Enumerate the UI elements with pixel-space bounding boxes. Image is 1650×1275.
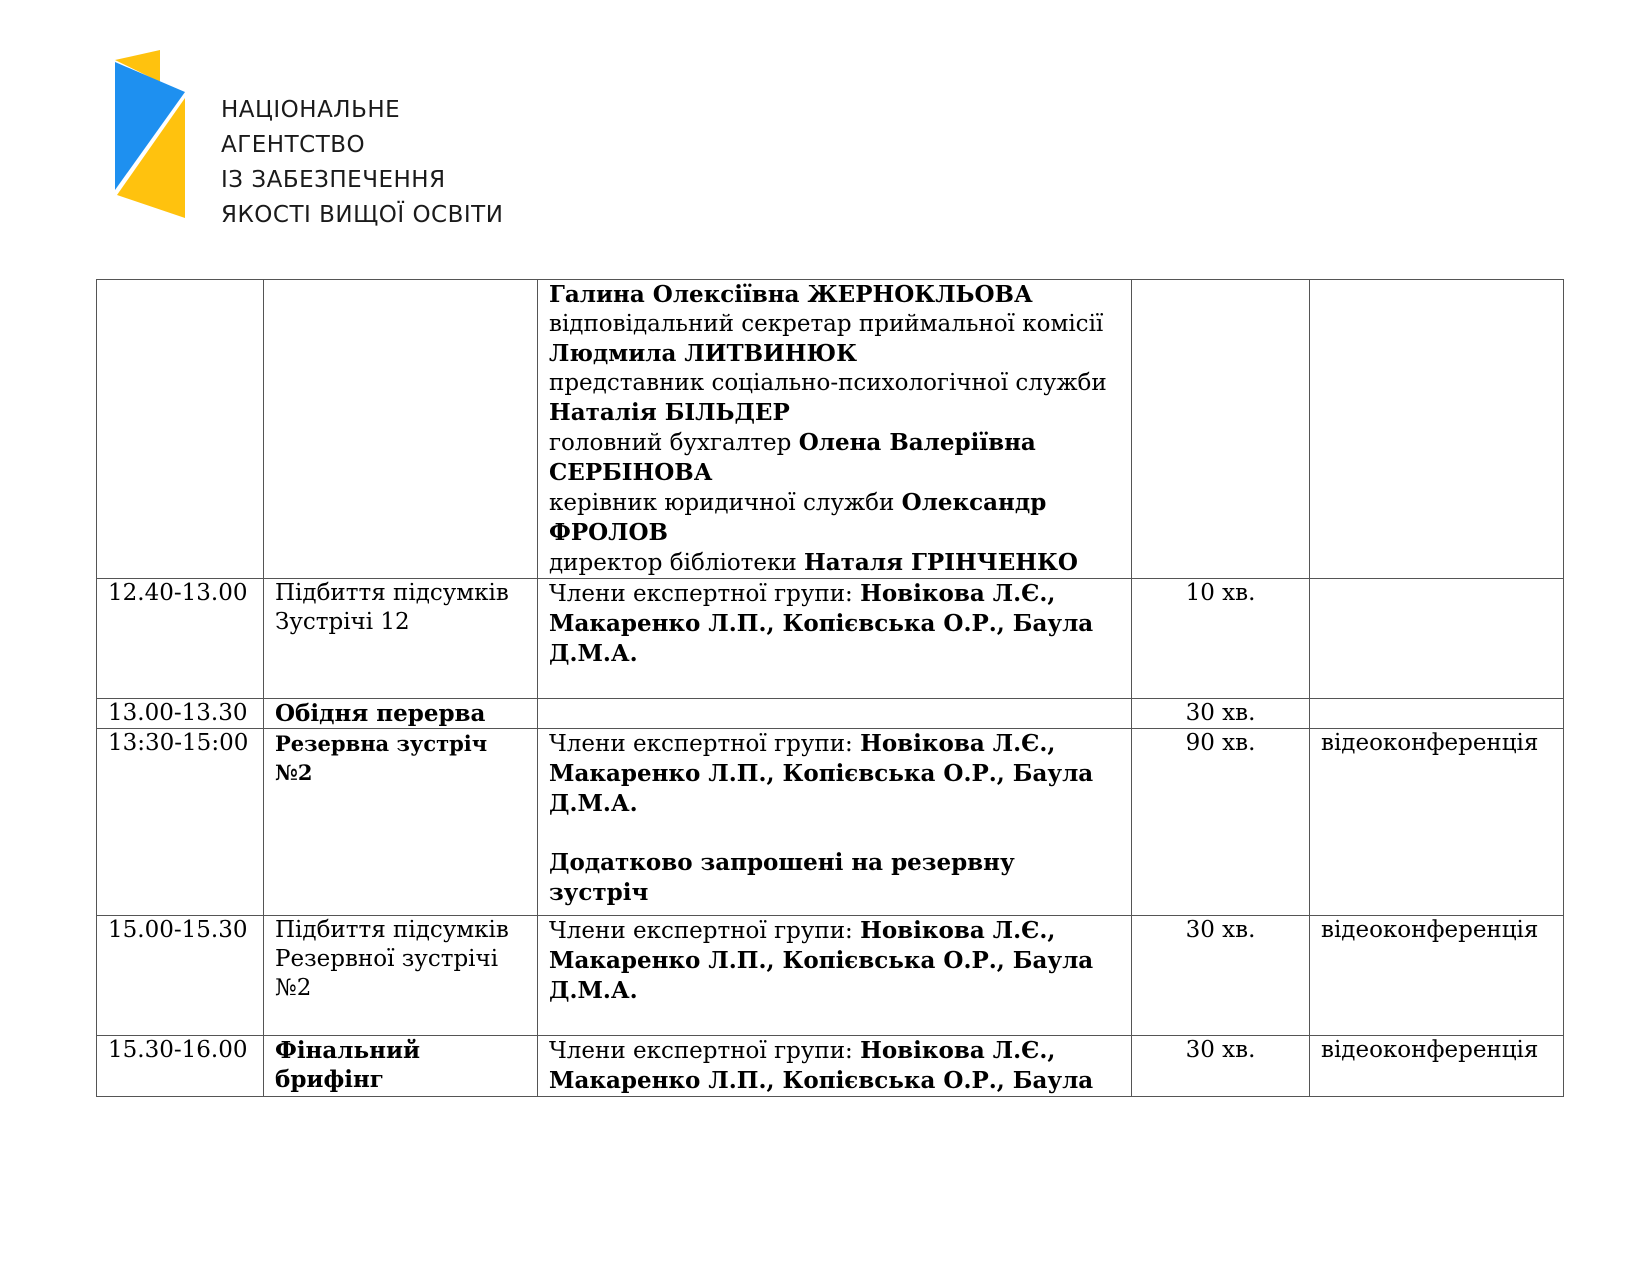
format-cell	[1310, 579, 1564, 699]
duration-cell: 90 хв.	[1132, 729, 1310, 916]
event-cell	[264, 280, 538, 579]
logo-text	[221, 93, 503, 233]
participants-cell	[538, 699, 1132, 729]
event-cell: Резервна зустріч №2	[264, 729, 538, 916]
time-cell	[97, 280, 264, 579]
time-cell: 12.40-13.00	[97, 579, 264, 699]
duration-cell: 30 хв.	[1132, 916, 1310, 1036]
duration-cell: 30 хв.	[1132, 1036, 1310, 1097]
logo-line-2: АГЕНТСТВО	[221, 132, 366, 158]
logo-line-4: ЯКОСТІ ВИЩОЇ ОСВІТИ	[221, 202, 504, 228]
experts-prefix: Члени експертної групи:	[549, 731, 861, 757]
participant-role: керівник юридичної служби	[549, 490, 902, 516]
table-row	[97, 1036, 1564, 1097]
logo-line-3: ІЗ ЗАБЕЗПЕЧЕННЯ	[221, 167, 446, 193]
duration-cell	[1132, 280, 1310, 579]
format-cell: відеоконференція	[1310, 729, 1564, 916]
table-row	[97, 579, 1564, 699]
participant-role: представник соціально-психологічної служби	[549, 370, 1107, 396]
participants-cell	[538, 729, 1132, 916]
event-cell: Підбиття підсумків Зустрічі 12	[264, 579, 538, 699]
participant-name: Людмила ЛИТВИНЮК	[549, 340, 858, 367]
participants-cell	[538, 280, 1132, 579]
format-cell	[1310, 280, 1564, 579]
extra-invited: Додатково запрошені на резервну зустріч	[549, 849, 1015, 906]
participant-name: Наталя ГРІНЧЕНКО	[804, 549, 1078, 576]
format-cell: відеоконференція	[1310, 916, 1564, 1036]
participants-cell	[538, 916, 1132, 1036]
experts-prefix: Члени експертної групи:	[549, 1038, 861, 1064]
event-cell: Фінальний брифінг	[264, 1036, 538, 1097]
time-cell: 15.00-15.30	[97, 916, 264, 1036]
logo-mark-icon	[115, 50, 190, 225]
experts-prefix: Члени експертної групи:	[549, 918, 861, 944]
participant-role: директор бібліотеки	[549, 550, 805, 576]
duration-cell: 30 хв.	[1132, 699, 1310, 729]
experts-names: Новікова Л.Є., Макаренко Л.П., Копієвська О.Р., Баула Д.М.А.	[549, 730, 1094, 817]
participant-name: Наталія БІЛЬДЕР	[549, 399, 790, 426]
participants-cell	[538, 1036, 1132, 1097]
participant-role: відповідальний секретар приймальної комісії	[549, 311, 1104, 337]
format-cell: відеоконференція	[1310, 1036, 1564, 1097]
schedule-table	[96, 279, 1564, 1097]
participants-cell	[538, 579, 1132, 699]
format-cell	[1310, 699, 1564, 729]
table-row	[97, 729, 1564, 916]
table-row	[97, 699, 1564, 729]
logo-line-1: НАЦІОНАЛЬНЕ	[221, 97, 401, 123]
time-cell: 13.00-13.30	[97, 699, 264, 729]
participant-name: Олександр ФРОЛОВ	[549, 489, 1047, 546]
participant-name: Галина Олексіївна ЖЕРНОКЛЬОВА	[549, 281, 1033, 308]
time-cell: 13:30-15:00	[97, 729, 264, 916]
participant-role: головний бухгалтер	[549, 430, 799, 456]
experts-prefix: Члени експертної групи:	[549, 581, 861, 607]
agency-logo	[115, 50, 515, 230]
time-cell: 15.30-16.00	[97, 1036, 264, 1097]
event-cell: Обідня перерва	[264, 699, 538, 729]
event-cell: Підбиття підсумків Резервної зустрічі №2	[264, 916, 538, 1036]
table-row	[97, 280, 1564, 579]
participant-name: Олена Валеріївна СЕРБІНОВА	[549, 429, 1036, 486]
experts-names: Новікова Л.Є., Макаренко Л.П., Копієвська О.Р., Баула Д.М.А.	[549, 580, 1094, 667]
duration-cell: 10 хв.	[1132, 579, 1310, 699]
table-row	[97, 916, 1564, 1036]
experts-names: Новікова Л.Є., Макаренко Л.П., Копієвська О.Р., Баула Д.М.А.	[549, 917, 1094, 1004]
experts-names: Новікова Л.Є., Макаренко Л.П., Копієвська О.Р., Баула	[549, 1037, 1094, 1094]
